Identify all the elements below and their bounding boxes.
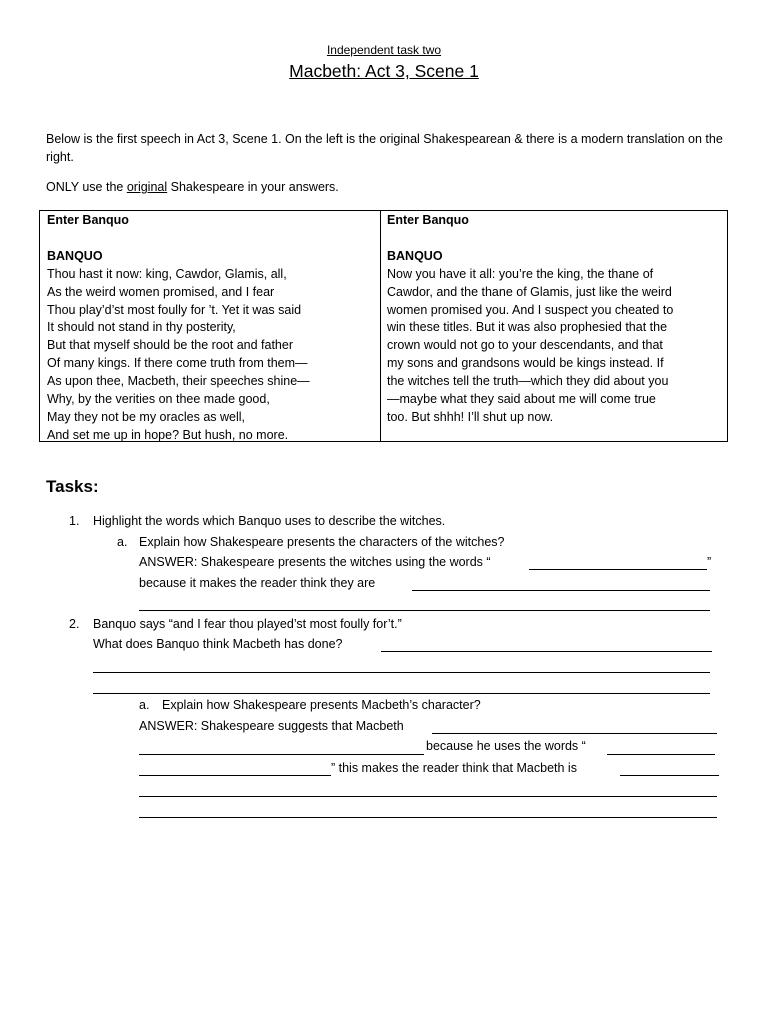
speech-line: Of many kings. If there come truth from them— [47, 356, 308, 371]
answer-blank[interactable] [607, 754, 715, 755]
task-1a-answer-prefix: ANSWER: Shakespeare presents the witches using the words “ [139, 555, 491, 569]
answer-blank[interactable] [412, 590, 710, 591]
answer-blank[interactable] [139, 817, 717, 818]
translation-line: Cawdor, and the thane of Glamis, just like the weird [387, 284, 672, 299]
task-2a-answer-think: ” this makes the reader think that Macbeth is [331, 761, 577, 775]
answer-blank[interactable] [620, 775, 719, 776]
subtask-label: a. [139, 698, 150, 712]
subtask-label: a. [117, 535, 128, 549]
worksheet-title: Macbeth: Act 3, Scene 1 [289, 61, 479, 81]
translation-line: Now you have it all: you’re the king, the thane of [387, 266, 654, 281]
speech-line: But that myself should be the root and father [47, 338, 293, 353]
task-1a-answer-because: because it makes the reader think they are [139, 576, 376, 590]
speech-line: May they not be my oracles as well, [47, 409, 245, 424]
answer-blank[interactable] [139, 796, 717, 797]
worksheet-subtitle: Independent task two [326, 43, 442, 57]
answer-blank[interactable] [93, 672, 710, 673]
task-1-text: Highlight the words which Banquo uses to describe the witches. [93, 514, 446, 528]
tasks-heading: Tasks: [46, 477, 99, 496]
answer-blank[interactable] [139, 610, 710, 611]
speech-line: And set me up in hope? But hush, no more. [47, 427, 289, 442]
translation-line: the witches tell the truth—which they did about you [387, 374, 669, 389]
instruction-note [46, 180, 339, 194]
instruction-prefix: ONLY use the [46, 180, 127, 194]
task-2a-answer-words: because he uses the words “ [426, 739, 586, 753]
task-2-text: Banquo says “and I fear thou played’st most foully for’t.” [93, 617, 402, 631]
answer-blank[interactable] [381, 651, 712, 652]
task-2a-answer-prefix: ANSWER: Shakespeare suggests that Macbeth [139, 719, 404, 733]
speech-line: Why, by the verities on thee made good, [47, 392, 270, 407]
translation-cell [387, 212, 725, 427]
translation-line: my sons and grandsons would be kings instead. If [387, 356, 664, 371]
speech-table [39, 210, 728, 442]
task-2-question: What does Banquo think Macbeth has done? [93, 637, 343, 651]
stage-direction: Enter Banquo [47, 213, 129, 227]
answer-blank[interactable] [529, 569, 707, 570]
instruction-underlined: original [126, 180, 168, 194]
speech-line: As the weird women promised, and I fear [47, 284, 275, 299]
task-number: 1. [69, 514, 80, 528]
stage-direction: Enter Banquo [387, 213, 469, 227]
translation-line: too. But shhh! I’ll shut up now. [387, 409, 554, 424]
speech-line: Thou hast it now: king, Cawdor, Glamis, all, [47, 266, 287, 281]
speech-line: As upon thee, Macbeth, their speeches shine— [47, 374, 310, 389]
speaker-name: BANQUO [47, 248, 103, 263]
speech-line: Thou play’d’st most foully for ’t. Yet it was said [47, 302, 302, 317]
answer-blank[interactable] [93, 693, 710, 694]
answer-blank[interactable] [432, 733, 717, 734]
translation-line: win these titles. But it was also prophesied that the [387, 320, 668, 335]
translation-line: —maybe what they said about me will come true [387, 392, 656, 407]
task-number: 2. [69, 617, 80, 631]
translation-line: women promised you. And I suspect you cheated to [387, 302, 674, 317]
task-1a-text: Explain how Shakespeare presents the characters of the witches? [139, 535, 505, 549]
speaker-name: BANQUO [387, 248, 443, 263]
table-divider [380, 211, 381, 441]
translation-line: crown would not go to your descendants, and that [387, 338, 663, 353]
intro-paragraph: Below is the first speech in Act 3, Scene 1. On the left is the original Shakespearean & there is a modern translation on the right. [46, 132, 723, 164]
task-2a-text: Explain how Shakespeare presents Macbeth’s character? [162, 698, 481, 712]
closing-quote: ” [707, 555, 712, 569]
answer-blank[interactable] [139, 775, 331, 776]
answer-blank[interactable] [139, 754, 424, 755]
instruction-suffix: Shakespeare in your answers. [167, 180, 339, 194]
speech-line: It should not stand in thy posterity, [47, 320, 236, 335]
original-text-cell [47, 212, 377, 445]
